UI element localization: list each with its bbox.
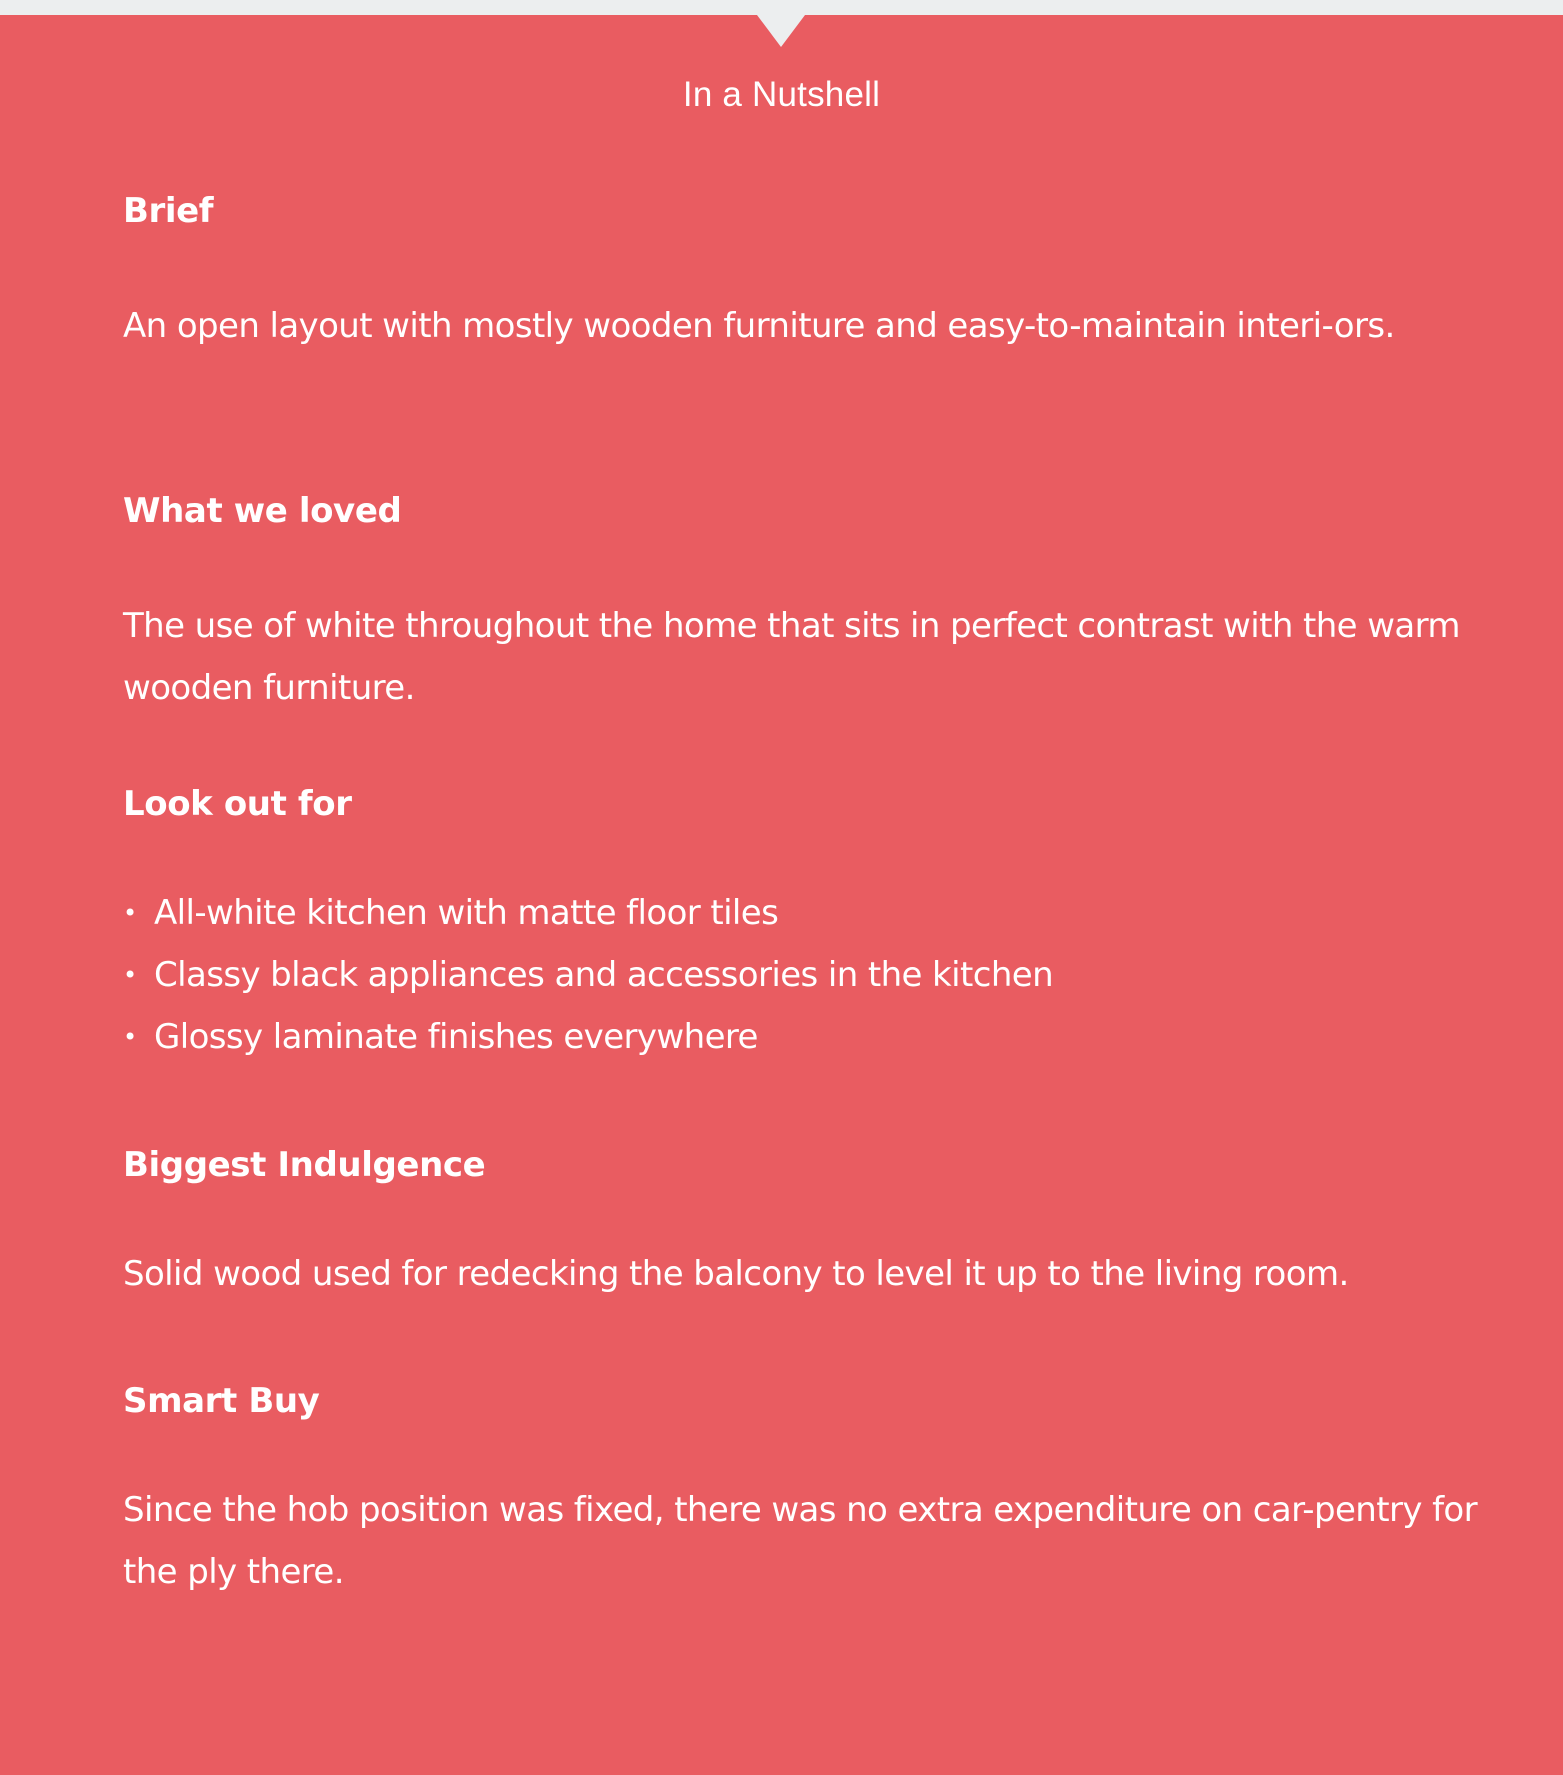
bullet-icon: •: [123, 961, 137, 989]
loved-heading: What we loved: [123, 491, 402, 531]
indulgence-text: Solid wood used for redecking the balcony to level it up to the living room.: [123, 1254, 1349, 1294]
list-item-text: Glossy laminate finishes everywhere: [154, 1017, 758, 1057]
smart-buy-heading: Smart Buy: [123, 1381, 320, 1421]
list-item-text: Classy black appliances and accessories in the kitchen: [154, 955, 1054, 995]
card-title: In a Nutshell: [682, 75, 881, 114]
nutshell-card: [0, 15, 1563, 1775]
lookout-list: [123, 882, 1483, 1068]
list-item-text: All-white kitchen with matte floor tiles: [154, 893, 779, 933]
indulgence-heading: Biggest Indulgence: [123, 1145, 486, 1185]
list-item: [123, 944, 1483, 1006]
pointer-notch: [757, 15, 805, 47]
lookout-heading: Look out for: [123, 784, 352, 824]
smart-buy-text: Since the hob position was fixed, there was no extra expenditure on car-pentry for the ply there.: [123, 1490, 1478, 1592]
bullet-icon: •: [123, 899, 137, 927]
brief-heading: Brief: [123, 191, 214, 231]
bullet-icon: •: [123, 1023, 137, 1051]
list-item: [123, 1006, 1483, 1068]
list-item: [123, 882, 1483, 944]
brief-text: An open layout with mostly wooden furniture and easy-to-maintain interi-ors.: [123, 306, 1395, 346]
loved-text: The use of white throughout the home that sits in perfect contrast with the warm wooden furniture.: [123, 606, 1460, 708]
